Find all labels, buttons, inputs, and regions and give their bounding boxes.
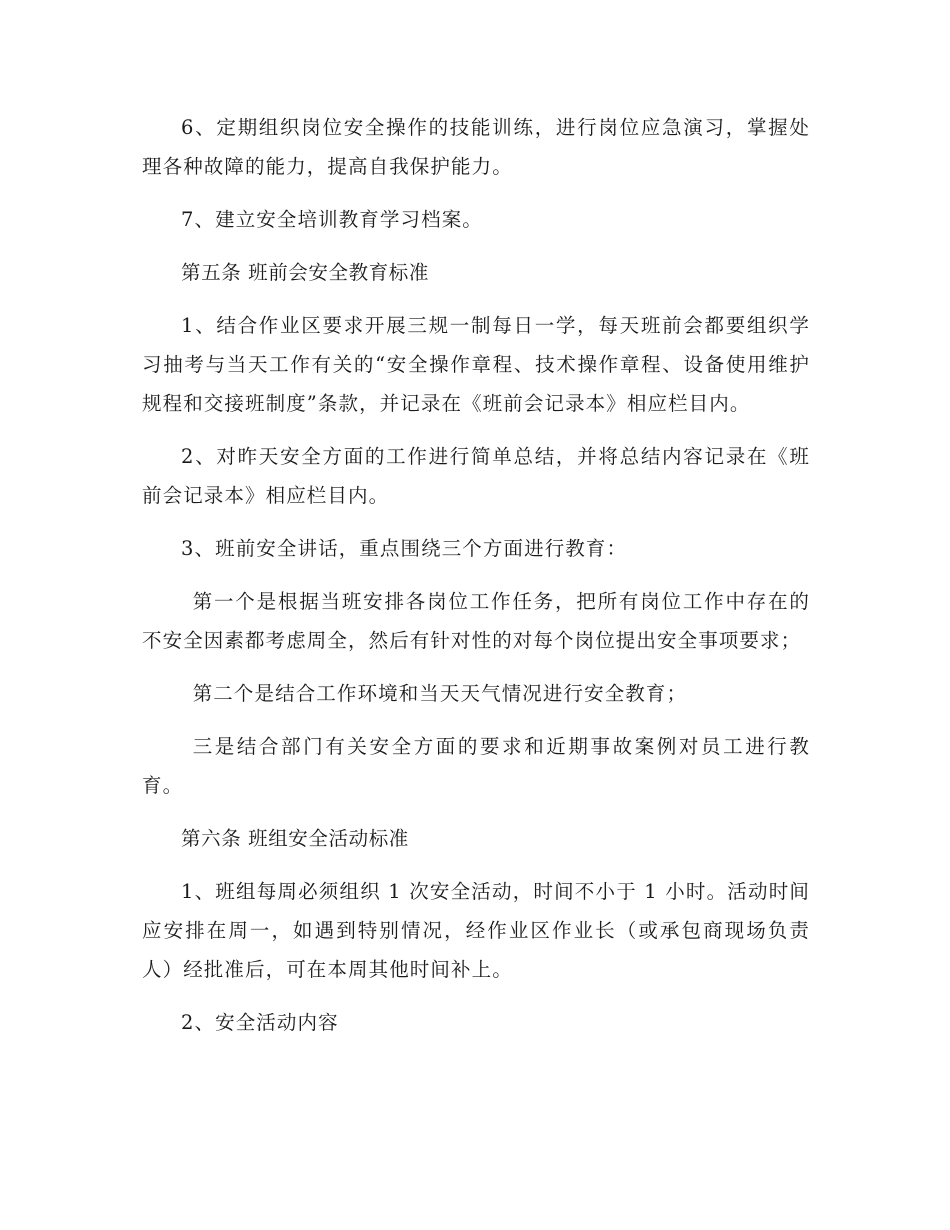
paragraph-item-1: 1、结合作业区要求开展三规一制每日一学，每天班前会都要组织学习抽考与当天工作有关的“安全操作章程、技术操作章程、设备使用维护规程和交接班制度”条款，并记录在《班前会记录本》相应栏目内。 [142, 314, 810, 415]
paragraph-item-7: 7、建立安全培训教育学习档案。 [181, 208, 483, 231]
section-heading-article-6: 第六条 班组安全活动标准 [181, 827, 409, 850]
paragraph-item-2: 2、对昨天安全方面的工作进行简单总结，并将总结内容记录在《班前会记录本》相应栏目内。 [142, 445, 810, 507]
paragraph-item-3: 3、班前安全讲话，重点围绕三个方面进行教育： [181, 537, 628, 560]
paragraph-item-6: 6、定期组织岗位安全操作的技能训练，进行岗位应急演习，掌握处理各种故障的能力，提高自我保护能力。 [142, 116, 810, 178]
section-heading-article-5: 第五条 班前会安全教育标准 [181, 261, 429, 284]
document-body [142, 108, 810, 1056]
paragraph-point-second: 第二个是结合工作环境和当天天气情况进行安全教育； [192, 682, 688, 705]
paragraph-point-third: 三是结合部门有关安全方面的要求和近期事故案例对员工进行教育。 [142, 735, 810, 797]
paragraph-point-first: 第一个是根据当班安排各岗位工作任务，把所有岗位工作中存在的不安全因素都考虑周全，然后有针对性的对每个岗位提出安全事项要求； [142, 590, 810, 652]
paragraph-activity-1: 1、班组每周必须组织 1 次安全活动，时间不小于 1 小时。活动时间应安排在周一，如遇到特别情况，经作业区作业长（或承包商现场负责人）经批准后，可在本周其他时间补上。 [142, 880, 810, 981]
paragraph-activity-2: 2、安全活动内容 [181, 1011, 339, 1034]
